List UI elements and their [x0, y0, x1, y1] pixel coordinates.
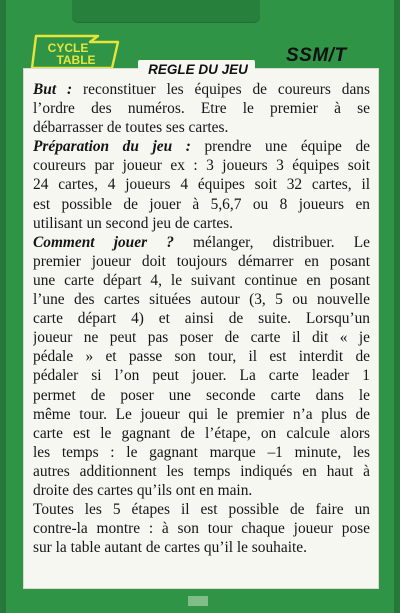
rules-line-text: sur la table autant de cartes qu’il le souhaite. — [33, 539, 307, 557]
rules-line — [33, 347, 370, 366]
section-heading: Comment jouer ? — [33, 233, 174, 251]
rules-line — [33, 462, 370, 481]
rules-line — [33, 290, 370, 309]
rules-line — [33, 424, 370, 443]
rules-line — [33, 538, 370, 557]
rules-line-text: pédale » et passe son tour, il est interdit de — [33, 348, 370, 366]
rules-line-text: débarrasser de toutes ses cartes. — [33, 119, 229, 137]
rules-line — [33, 156, 370, 175]
rules-line — [33, 99, 370, 118]
brand-logo: SSM/T — [286, 45, 347, 66]
rules-line — [33, 118, 370, 137]
rules-line — [33, 500, 370, 519]
rules-line-text: coureurs par joueur ex : 3 joueurs 3 équipes soit — [33, 157, 370, 175]
box-flap — [72, 0, 260, 22]
rules-line-text: permet de poser une seconde carte dans le — [33, 386, 370, 404]
rules-line-text: joueur ne peut pas poser de carte il dit « je — [33, 329, 370, 347]
rules-line-text: est possible de jouer à 5,6,7 ou 8 joueurs en — [33, 195, 370, 213]
rules-line — [33, 175, 370, 194]
rules-line — [33, 328, 370, 347]
rules-line-text: premier joueur doit toujours démarrer en posant — [33, 252, 370, 270]
rules-line — [33, 443, 370, 462]
rules-line-text: même tour. Le joueur qui le premier n’a plus de — [33, 405, 370, 423]
rules-line-text: 24 cartes, 4 joueurs 4 équipes soit 32 cartes, il — [33, 176, 370, 194]
rules-line — [33, 214, 370, 233]
rules-line — [33, 271, 370, 290]
rules-line — [33, 80, 370, 99]
rules-line-text: prendre une équipe de — [190, 138, 370, 156]
rules-line — [33, 405, 370, 424]
rules-line-text: l’ordre des numéros. Etre le premier à se — [33, 100, 370, 118]
rules-line-text: droite des cartes qu’ils ont en main. — [33, 481, 253, 499]
box-edge-right — [394, 0, 400, 613]
rules-line — [33, 137, 370, 156]
logo-line1: CYCLE — [47, 41, 89, 55]
rules-line-text: carte est le gagnant de l’étape, on calcule alors — [33, 424, 370, 442]
rules-line — [33, 195, 370, 214]
rules-line-text: une carte départ 4, le suivant continue en posant — [33, 271, 370, 289]
section-heading: Préparation du jeu : — [33, 138, 191, 156]
rules-line-text: utilisant un second jeu de cartes. — [33, 214, 234, 232]
rules-line — [33, 252, 370, 271]
rules-line-text: les temps : le gagnant marque –1 minute, les — [33, 443, 370, 461]
rules-line — [33, 386, 370, 405]
rules-line-text: l’une des cartes situées autour (3, 5 ou nouvelle — [33, 291, 370, 309]
rules-title: REGLE DU JEU — [148, 62, 248, 77]
rules-line-text: carte départ 4) et ainsi de suite. Lorsqu’un — [33, 310, 370, 328]
rules-line-text: contre-la montre : à son tour chaque joueur pose — [33, 520, 370, 538]
rules-line-text: pédaler si l’on peut jouer. La carte leader 1 — [33, 367, 370, 385]
rules-line-text: mélanger, distribuer. Le — [173, 233, 370, 251]
rules-line — [33, 366, 370, 385]
cycle-table-logo — [28, 32, 126, 72]
rules-line-text: reconstituer les équipes de coureurs dans — [72, 81, 370, 98]
rules-line-text: autres additionnent les temps indiqués en haut à — [33, 462, 370, 480]
wear-mark — [188, 596, 208, 606]
box-edge-left — [0, 0, 6, 613]
rules-line — [33, 481, 370, 500]
rules-text — [33, 80, 370, 557]
section-heading: But : — [33, 81, 73, 98]
logo-line2: TABLE — [56, 53, 96, 67]
rules-line — [33, 309, 370, 328]
rules-line-text: Toutes les 5 étapes il est possible de faire un — [33, 501, 370, 519]
rules-line — [33, 233, 370, 252]
rules-line — [33, 519, 370, 538]
